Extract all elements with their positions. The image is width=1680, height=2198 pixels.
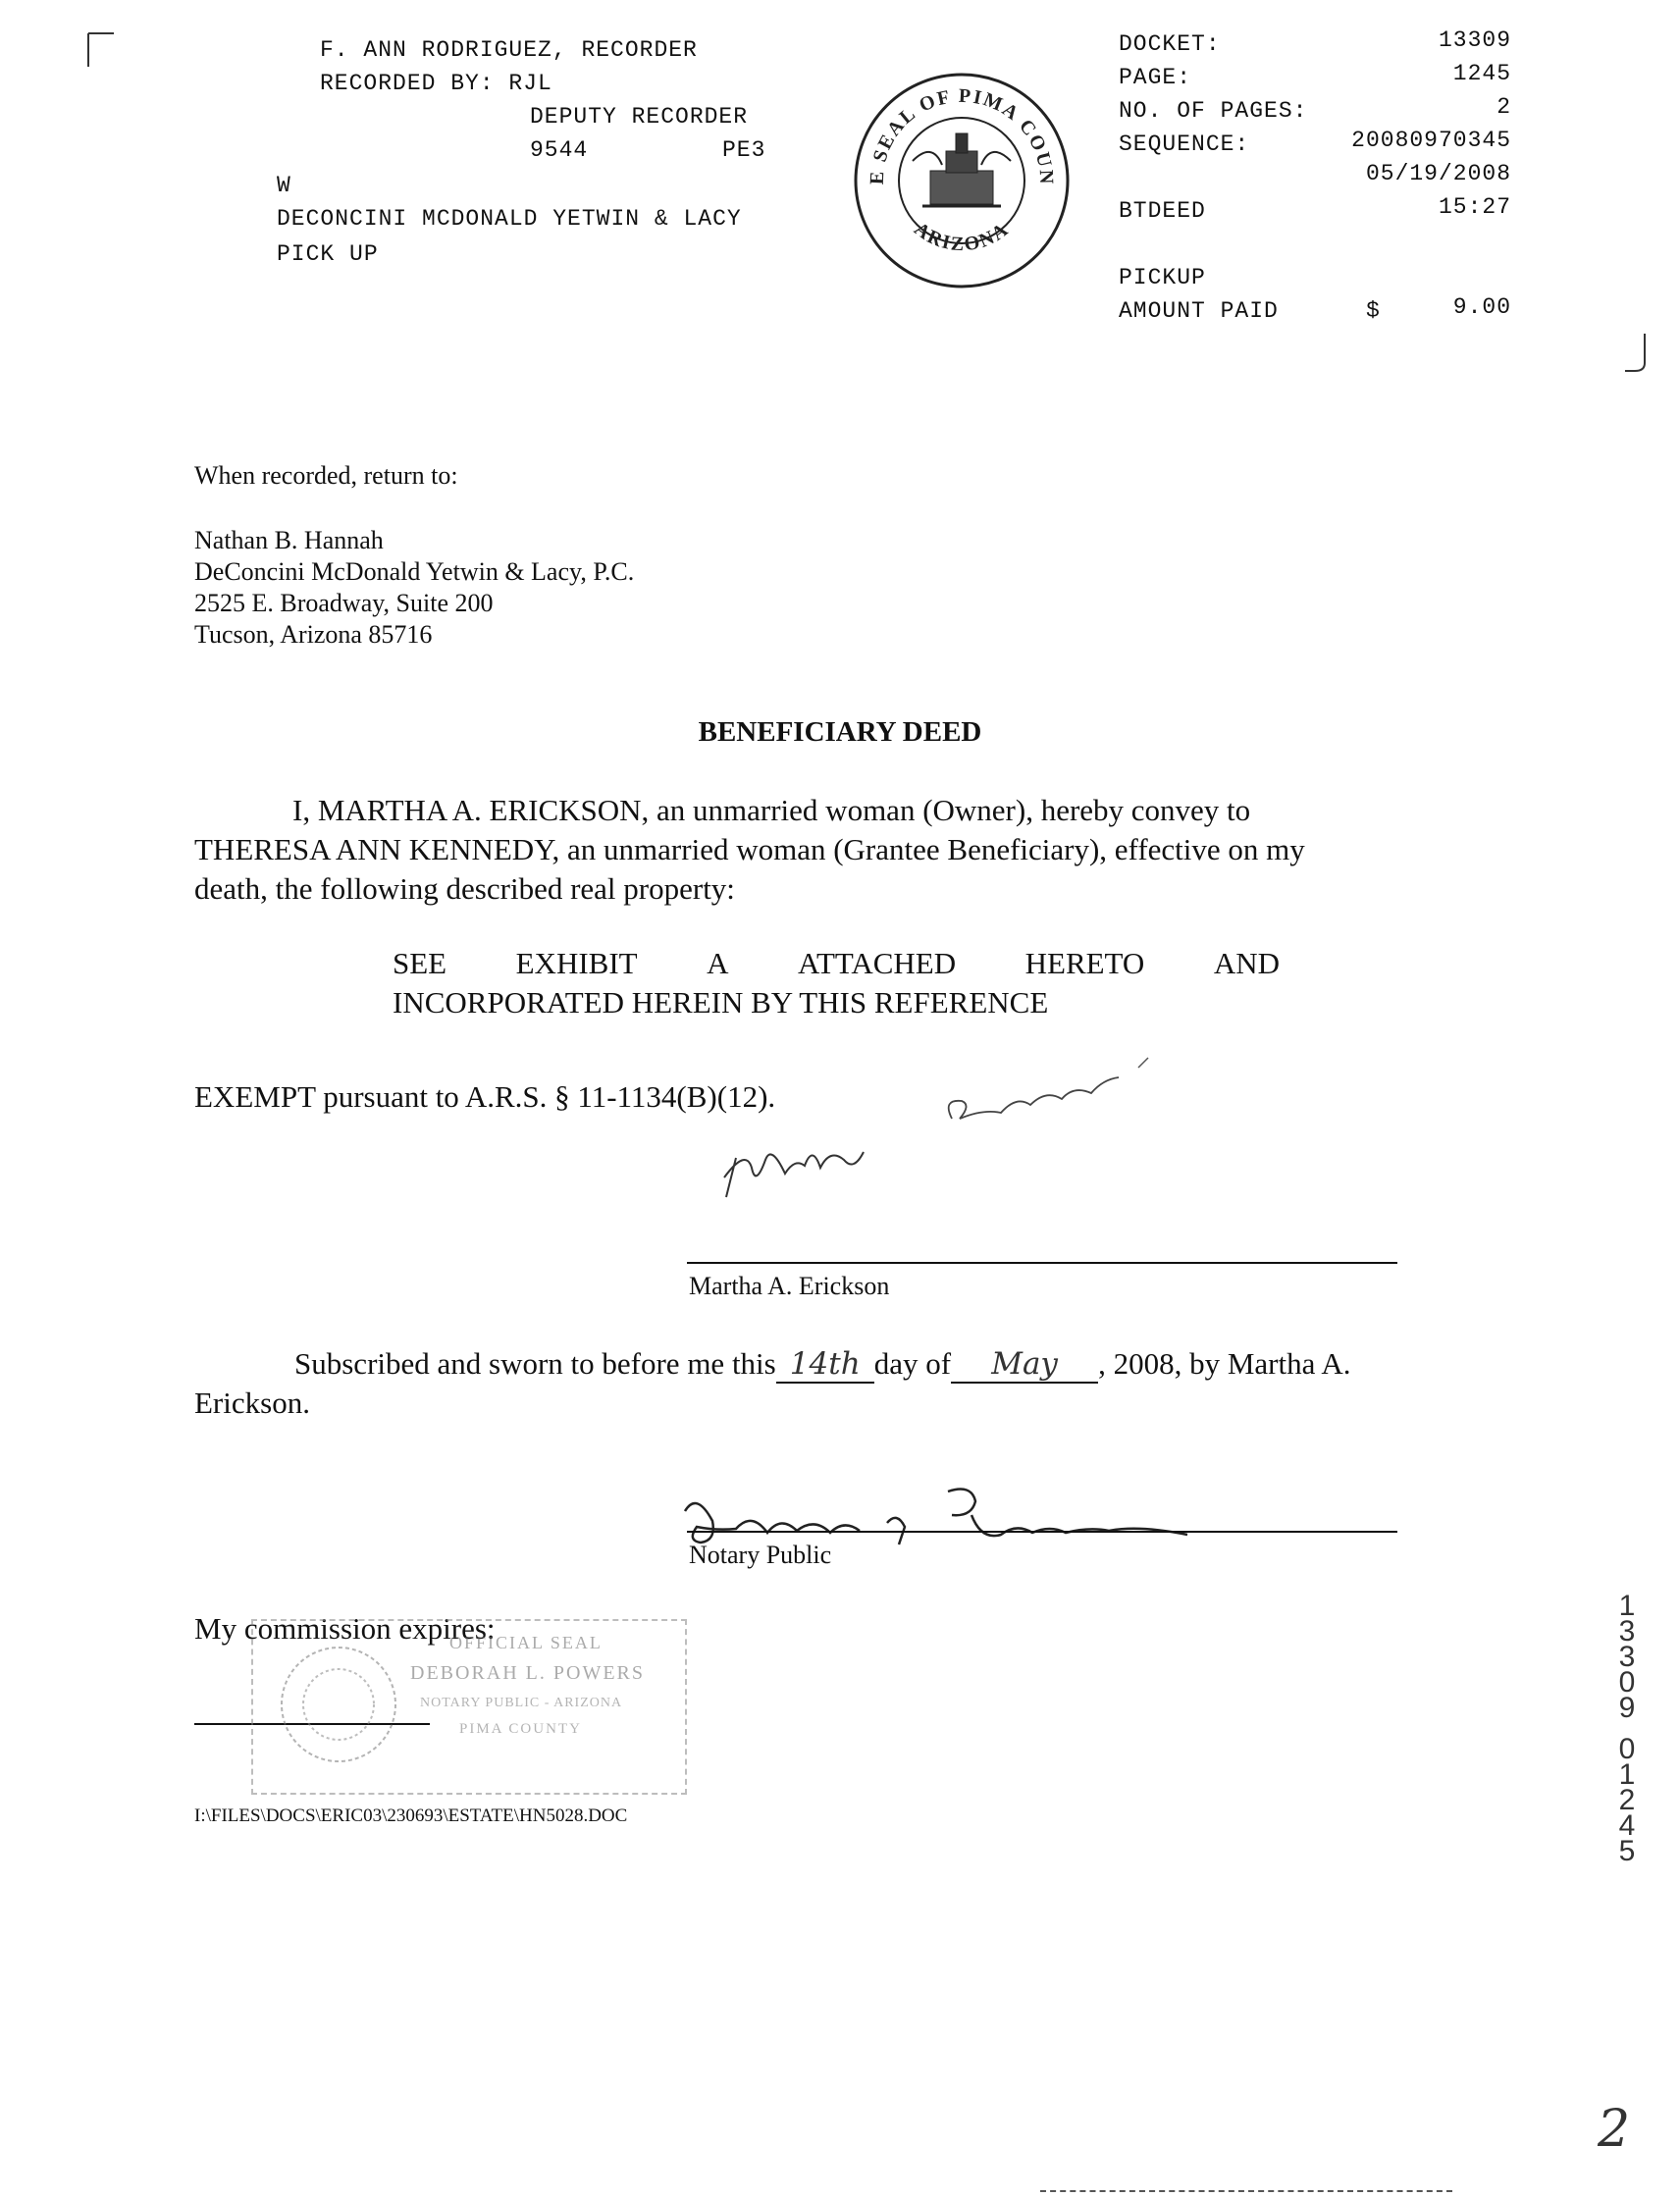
corner-mark-right xyxy=(1625,334,1654,373)
commission-expires: My commission expires: xyxy=(194,1611,496,1646)
recorder-code-1: 9544 xyxy=(530,137,589,163)
notary-stamp-seal xyxy=(275,1641,402,1768)
exhibit-line-1 xyxy=(393,946,1280,981)
signature-line xyxy=(687,1262,1397,1264)
exhibit-word: HERETO xyxy=(1024,946,1145,980)
return-name: Nathan B. Hannah xyxy=(194,526,384,554)
file-path: I:\FILES\DOCS\ERIC03\230693\ESTATE\HN5028.DOC xyxy=(194,1806,628,1826)
signer-name: Martha A. Erickson xyxy=(689,1272,890,1300)
margin-digit: 2 xyxy=(1618,1784,1636,1816)
page-label: PAGE: xyxy=(1119,65,1192,90)
deputy-recorder: DEPUTY RECORDER xyxy=(530,104,749,130)
owner-signature xyxy=(707,1050,1197,1227)
sworn-month-blank: May xyxy=(951,1346,1098,1384)
currency-symbol: $ xyxy=(1366,298,1381,324)
pickup-label: PICKUP xyxy=(1119,265,1206,290)
sworn-text-b: day of xyxy=(873,1346,952,1381)
county-seal xyxy=(835,46,1079,298)
margin-digit: 9 xyxy=(1618,1692,1636,1724)
margin-digit: 0 xyxy=(1618,1666,1636,1699)
recorder-w: W xyxy=(277,173,291,198)
sequence-value: 20080970345 xyxy=(1351,128,1511,153)
deed-title: BENEFICIARY DEED xyxy=(698,716,982,748)
margin-digit: 4 xyxy=(1618,1809,1636,1842)
return-street: 2525 E. Broadway, Suite 200 xyxy=(194,589,494,617)
stamp-line-1: OFFICIAL SEAL xyxy=(449,1633,603,1652)
margin-digit: 3 xyxy=(1618,1641,1636,1673)
sworn-day-blank: 14th xyxy=(776,1346,874,1384)
stamp-line-2: DEBORAH L. POWERS xyxy=(410,1662,646,1684)
type-label: BTDEED xyxy=(1119,198,1206,224)
margin-digit: 0 xyxy=(1618,1733,1636,1765)
exhibit-word: A xyxy=(707,946,729,980)
return-firm: DeConcini McDonald Yetwin & Lacy, P.C. xyxy=(194,557,635,586)
sworn-text-c: , 2008, by Martha A. xyxy=(1098,1346,1351,1381)
stamp-line-3: NOTARY PUBLIC - ARIZONA xyxy=(420,1696,623,1710)
exempt-statement: EXEMPT pursuant to A.R.S. § 11-1134(B)(12). xyxy=(194,1079,776,1114)
exhibit-word: EXHIBIT xyxy=(515,946,638,980)
margin-digit: 5 xyxy=(1618,1835,1636,1867)
svg-text:ARIZONA xyxy=(910,218,1013,255)
pages-value: 2 xyxy=(1496,94,1511,120)
exhibit-line-2: INCORPORATED HEREIN BY THIS REFERENCE xyxy=(393,985,1049,1020)
margin-digits-1 xyxy=(1615,1590,1639,1724)
pages-label: NO. OF PAGES: xyxy=(1119,98,1308,124)
recorded-by: RECORDED BY: RJL xyxy=(320,71,552,96)
date-value: 05/19/2008 xyxy=(1365,161,1511,186)
amount-label: AMOUNT PAID xyxy=(1119,298,1279,324)
deed-line-2: THERESA ANN KENNEDY, an unmarried woman (Grantee Beneficiary), effective on my xyxy=(194,832,1305,866)
corner-mark-top-left xyxy=(84,27,124,67)
recorder-pickup: PICK UP xyxy=(277,241,379,267)
deed-line-3: death, the following described real property: xyxy=(194,871,735,906)
page-mark: 2 xyxy=(1598,2100,1631,2159)
sequence-label: SEQUENCE: xyxy=(1119,131,1250,157)
seal-bottom-text: ARIZONA xyxy=(910,218,1014,256)
bottom-scan-edge xyxy=(1040,2190,1452,2192)
margin-digit: 1 xyxy=(1618,1590,1636,1622)
courthouse-icon xyxy=(913,133,1011,206)
time-value: 15:27 xyxy=(1438,194,1511,220)
sworn-line-1 xyxy=(294,1346,1351,1384)
recorder-firm: DECONCINI MCDONALD YETWIN & LACY xyxy=(277,206,742,232)
deed-line-1: I, MARTHA A. ERICKSON, an unmarried woman (Owner), hereby convey to xyxy=(292,793,1251,827)
seal-top-text: THE SEAL OF PIMA COUNTY xyxy=(835,46,1058,186)
sworn-text-a: Subscribed and sworn to before me this xyxy=(294,1346,776,1381)
exhibit-word: ATTACHED xyxy=(798,946,957,980)
margin-digits-2 xyxy=(1615,1733,1639,1867)
notary-label: Notary Public xyxy=(689,1541,832,1569)
notary-signature-line xyxy=(687,1531,1397,1533)
margin-digit: 1 xyxy=(1618,1758,1636,1791)
recorder-code-2: PE3 xyxy=(722,137,766,163)
stamp-line-4: PIMA COUNTY xyxy=(459,1721,582,1737)
docket-label: DOCKET: xyxy=(1119,31,1221,57)
return-city: Tucson, Arizona 85716 xyxy=(194,620,433,649)
notary-stamp xyxy=(251,1619,687,1795)
sworn-line-2: Erickson. xyxy=(194,1386,310,1420)
exhibit-word: SEE xyxy=(393,946,447,980)
return-heading: When recorded, return to: xyxy=(194,461,458,490)
amount-value: 9.00 xyxy=(1452,294,1511,320)
docket-value: 13309 xyxy=(1438,27,1511,53)
page-value: 1245 xyxy=(1452,61,1511,86)
margin-digit: 3 xyxy=(1618,1615,1636,1648)
recorder-name: F. ANN RODRIGUEZ, RECORDER xyxy=(320,37,698,63)
exhibit-word: AND xyxy=(1213,946,1280,980)
